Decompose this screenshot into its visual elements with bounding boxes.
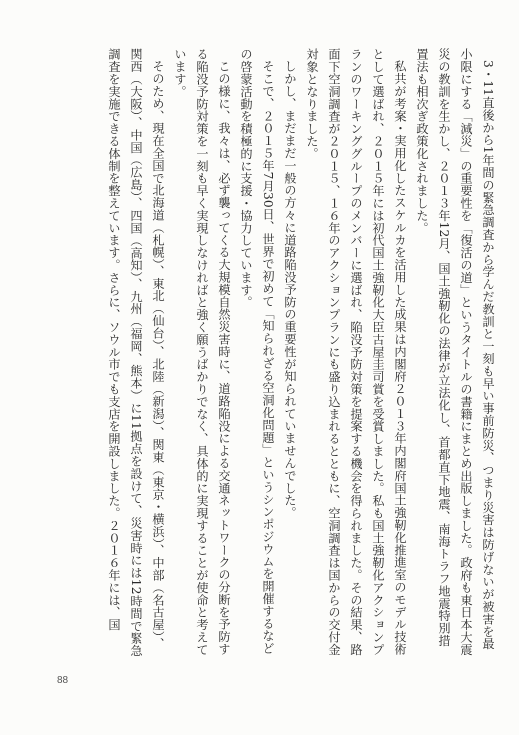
paragraph-4: そこで、２０１５年7月30日、世界で初めて「知られざる空洞化問題」というシンポジウムを開催するなどの啓蒙活動を積極的に支援・協力しています。 <box>239 48 275 655</box>
paragraph-5: この様に、我々は、必ず襲ってくる大規模自然災害時に、道路陥没による交通ネットワークの分断を予防する陥没予防対策を一刻も早く実現しなければと強く願うばかりでなく、具体的に実現することが使命と考えています。 <box>173 48 231 656</box>
paragraph-6: そのため、現在全国で北海道（札幌）、東北（仙台）、北陸（新潟）、関東（東京・横浜）、中部（名古屋）、関西（大阪）、中国（広島）、四国（高知）、九州（福岡、熊本）に11拠点を設けて、災害時には12時間で緊急調査を実施できる体制を整えています。さらに、ソウル市でも支店を開設しました。２０１６年には、国 <box>107 48 165 657</box>
paragraph-1: 3・11直後から1年間の緊急調査から学んだ教訓と一刻も早い事前防災、つまり災害は防げないが被害を最小限にする「減災」の重要性を「復活の道」というタイトルの書籍にまとめ出版しました。政府も東日本大震災の教訓を生かし、２０１３年12月、国土強靭化の法律が立法化し、首都直下地震、南海トラフ地震特別措置法も相次ぎ政策化されました。 <box>415 48 495 656</box>
page-number: 88 <box>57 675 69 686</box>
paragraph-3: しかし、まだまだ一般の方々に道路陥没予防の重要性が知られていませんでした。 <box>283 60 297 519</box>
paragraph-2: 私共が考案・実用化したスケルカを活用した成果は内閣府２０１３年内閣府国土強靭化推進室のモデル技術として選ばれ、２０１５年には初代国土強靭化大臣古屋圭司賞を受賞しました。私も国土強靭化アクションプランのワーキンググループのメンバーに選ばれ、陥没予防対策を提案する機会を得られました。その結果、路面下空洞調査が２０１５、１６年のアクションプランにも盛り込まれるとともに、空洞調査は国からの交付金対象となりました。 <box>305 48 407 656</box>
vertical-text-body <box>79 48 499 658</box>
